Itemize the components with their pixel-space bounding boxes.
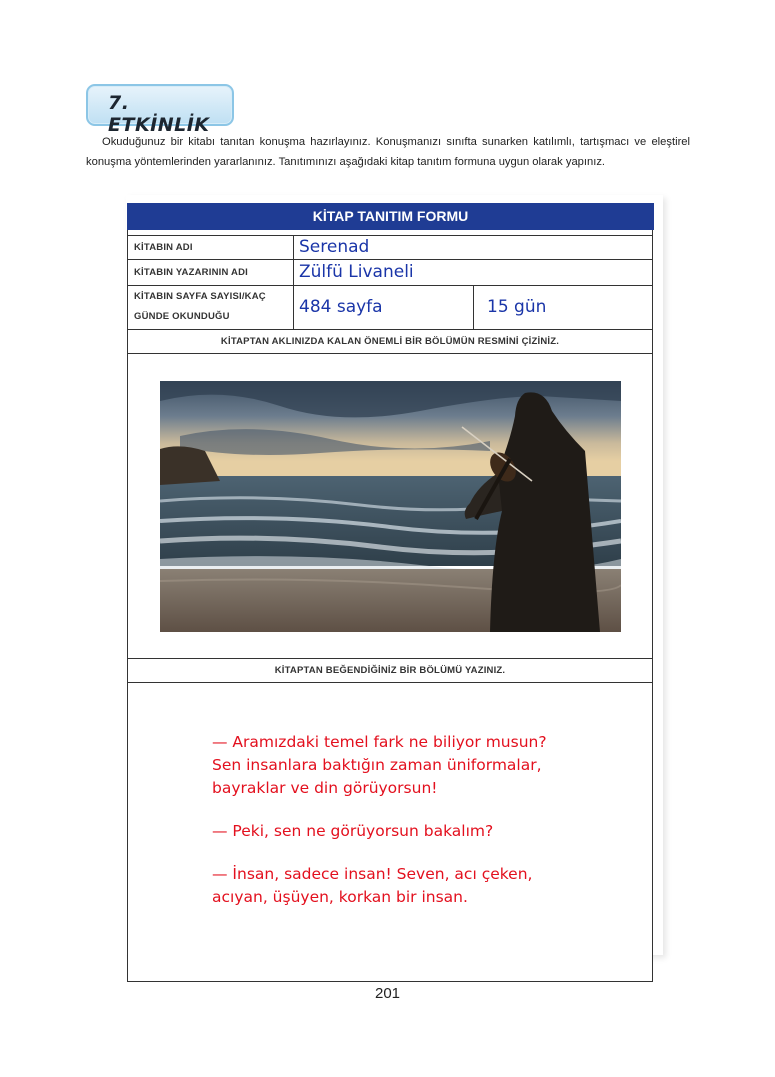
divider: [473, 286, 474, 329]
days-value: 15 gün: [487, 297, 547, 317]
excerpt-text: [212, 731, 632, 929]
divider: [293, 236, 294, 259]
author-label: KİTABIN YAZARININ ADI: [134, 267, 248, 278]
pages-label-line2: GÜNDE OKUNDUĞU: [134, 311, 230, 322]
excerpt-paragraph: — Aramızdaki temel fark ne biliyor musun? Sen insanlara baktığın zaman üniformalar, bayraklar ve din görüyorsun!: [212, 733, 547, 797]
row-book-name: [128, 235, 652, 259]
row-author: [128, 259, 652, 285]
intro-text: Okuduğunuz bir kitabı tanıtan konuşma hazırlayınız. Konuşmanızı sınıfta sunarken katılımlı, tartışmacı ve eleştirel konuşma yöntemlerinden yararlanınız. Tanıtımınızı aşağıdaki kitap tanıtım formuna uygun olarak yapınız.: [86, 136, 690, 168]
drawing-heading: KİTAPTAN AKLINIZDA KALAN ÖNEMLİ BİR BÖLÜMÜN RESMİNİ ÇİZİNİZ.: [220, 336, 560, 347]
excerpt-paragraph: — İnsan, sadece insan! Seven, acı çeken, acıyan, üşüyen, korkan bir insan.: [212, 865, 533, 906]
book-review-form: [127, 203, 653, 982]
drawing-heading-row: [128, 329, 652, 353]
divider: [293, 260, 294, 285]
author-value: Zülfü Livaneli: [299, 262, 414, 282]
pages-label-line1: KİTABIN SAYFA SAYISI/KAÇ: [134, 291, 266, 302]
book-name-label: KİTABIN ADI: [134, 242, 193, 253]
row-pages: [128, 285, 652, 329]
divider: [293, 286, 294, 329]
form-title: KİTAP TANITIM FORMU: [127, 203, 654, 230]
pages-value: 484 sayfa: [299, 297, 383, 317]
page-number: 201: [374, 985, 401, 1002]
activity-badge: [86, 84, 234, 136]
excerpt-paragraph: — Peki, sen ne görüyorsun bakalım?: [212, 822, 494, 840]
excerpt-heading: KİTAPTAN BEĞENDİĞİNİZ BİR BÖLÜMÜ YAZINIZ.: [274, 665, 506, 676]
book-name-value: Serenad: [299, 237, 370, 257]
violinist-on-beach-image: [160, 381, 621, 632]
activity-title: 7. ETKİNLİK: [108, 92, 210, 136]
excerpt-heading-row: [128, 658, 652, 682]
